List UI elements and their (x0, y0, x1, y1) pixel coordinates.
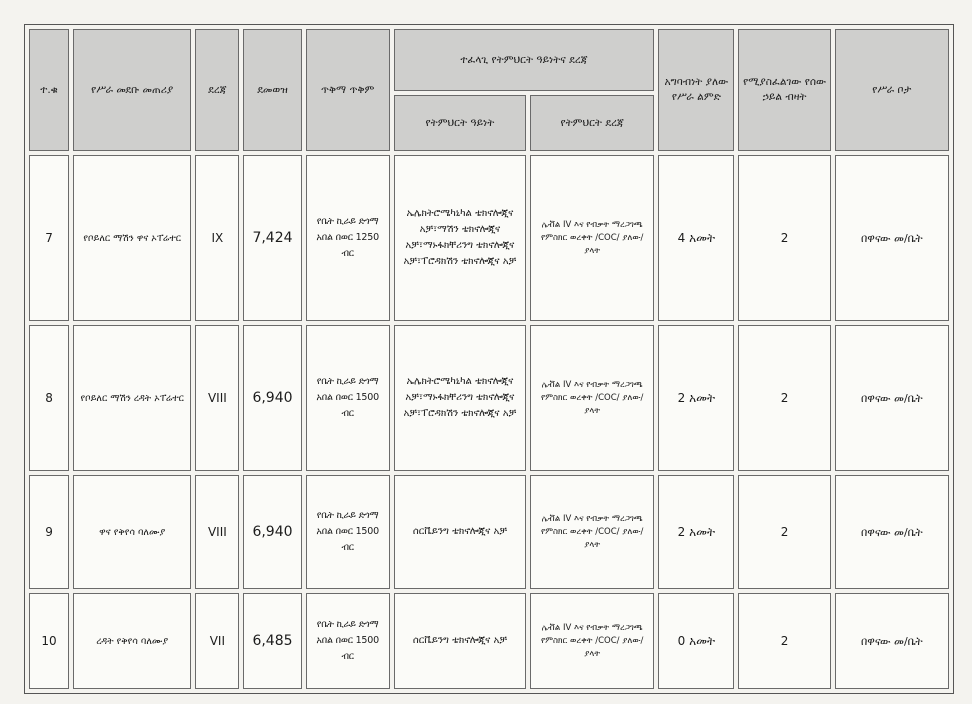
header-benefit: ጥቅማ ጥቅም (306, 29, 390, 151)
cell-work-place: በዋናው መ/ቤት (835, 155, 949, 321)
cell-salary: 7,424 (243, 155, 301, 321)
cell-benefit: የቤት ኪራይ ድጎማ አበል በወር 1500 ብር (306, 325, 390, 471)
cell-salary: 6,940 (243, 475, 301, 589)
cell-education-level: ሌቭል IV እና የብቃት ማረጋገጫ የምስክር ወረቀት /COC/ ያለው/ያላት (530, 155, 654, 321)
cell-education-level: ሌቭል IV እና የብቃት ማረጋገጫ የምስክር ወረቀት /COC/ ያለው/ያላት (530, 325, 654, 471)
cell-education-type: ሰርቬይንግ ቴክኖሎጂና አቻ (394, 475, 526, 589)
cell-no: 8 (29, 325, 69, 471)
cell-salary: 6,485 (243, 593, 301, 689)
job-vacancy-table (24, 24, 954, 694)
header-required-count: የሚያስፈልገው የሰው ኃይል ብዛት (738, 29, 830, 151)
header-required-education: ተፈላጊ የትምህርት ዓይነትና ደረጃ (394, 29, 655, 91)
cell-education-level: ሌቭል IV እና የብቃት ማረጋገጫ የምስክር ወረቀት /COC/ ያለው/ያላት (530, 475, 654, 589)
header-experience: አግባብነት ያለው የሥራ ልምድ (658, 29, 734, 151)
header-work-place: የሥራ ቦታ (835, 29, 949, 151)
cell-job-title: የቦይለር ማሽን ዋና ኦፐሬተር (73, 155, 191, 321)
cell-salary: 6,940 (243, 325, 301, 471)
table-row (29, 593, 949, 689)
cell-benefit: የቤት ኪራይ ድጎማ አበል በወር 1500 ብር (306, 475, 390, 589)
cell-education-type: ሰርቬይንግ ቴክኖሎጂና አቻ (394, 593, 526, 689)
cell-benefit: የቤት ኪራይ ድጎማ አበል በወር 1500 ብር (306, 593, 390, 689)
cell-work-place: በዋናው መ/ቤት (835, 475, 949, 589)
cell-required-count: 2 (738, 593, 830, 689)
cell-required-count: 2 (738, 325, 830, 471)
cell-education-level: ሌቭል IV እና የብቃት ማረጋገጫ የምስክር ወረቀት /COC/ ያለው/ያላት (530, 593, 654, 689)
cell-required-count: 2 (738, 155, 830, 321)
cell-grade: VIII (195, 325, 239, 471)
cell-no: 10 (29, 593, 69, 689)
cell-work-place: በዋናው መ/ቤት (835, 325, 949, 471)
cell-experience: 2 አመት (658, 475, 734, 589)
table-row (29, 325, 949, 471)
table-row (29, 155, 949, 321)
cell-experience: 2 አመት (658, 325, 734, 471)
header-no: ተ.ቁ (29, 29, 69, 151)
cell-required-count: 2 (738, 475, 830, 589)
header-job-title: የሥራ መደቡ መጠሪያ (73, 29, 191, 151)
header-grade: ደረጃ (195, 29, 239, 151)
cell-education-type: ኤሌክትሮሜካኒካል ቴክኖሎጂና አቻ፣ማኑፋክቸሪንግ ቴክኖሎጂና አቻ፣ፐሮዳክሽን ቴክኖሎጂና አቻ (394, 325, 526, 471)
cell-education-type: ኤሌክትሮሜካኒካል ቴክኖሎጂና አቻ፣ማሽን ቴክኖሎጂና አቻ፣ማኑፋክቸሪንግ ቴክኖሎጂና አቻ፣ፐሮዳክሽን ቴክኖሎጂና አቻ (394, 155, 526, 321)
cell-grade: IX (195, 155, 239, 321)
cell-grade: VIII (195, 475, 239, 589)
cell-job-title: የቦይለር ማሽን ረዳት ኦፐሬተር (73, 325, 191, 471)
table-row (29, 475, 949, 589)
header-education-level: የትምህርት ደረጃ (530, 95, 654, 151)
header-salary: ደመወዝ (243, 29, 301, 151)
cell-job-title: ዋና የቅየሳ ባለሙያ (73, 475, 191, 589)
cell-job-title: ረዳት የቅየሳ ባለሙያ (73, 593, 191, 689)
cell-no: 7 (29, 155, 69, 321)
cell-experience: 0 አመት (658, 593, 734, 689)
cell-work-place: በዋናው መ/ቤት (835, 593, 949, 689)
cell-experience: 4 አመት (658, 155, 734, 321)
table-header (29, 29, 949, 151)
table-body (29, 155, 949, 689)
cell-grade: VII (195, 593, 239, 689)
cell-no: 9 (29, 475, 69, 589)
header-education-type: የትምህርት ዓይነት (394, 95, 526, 151)
cell-benefit: የቤት ኪራይ ድጎማ አበል በወር 1250 ብር (306, 155, 390, 321)
